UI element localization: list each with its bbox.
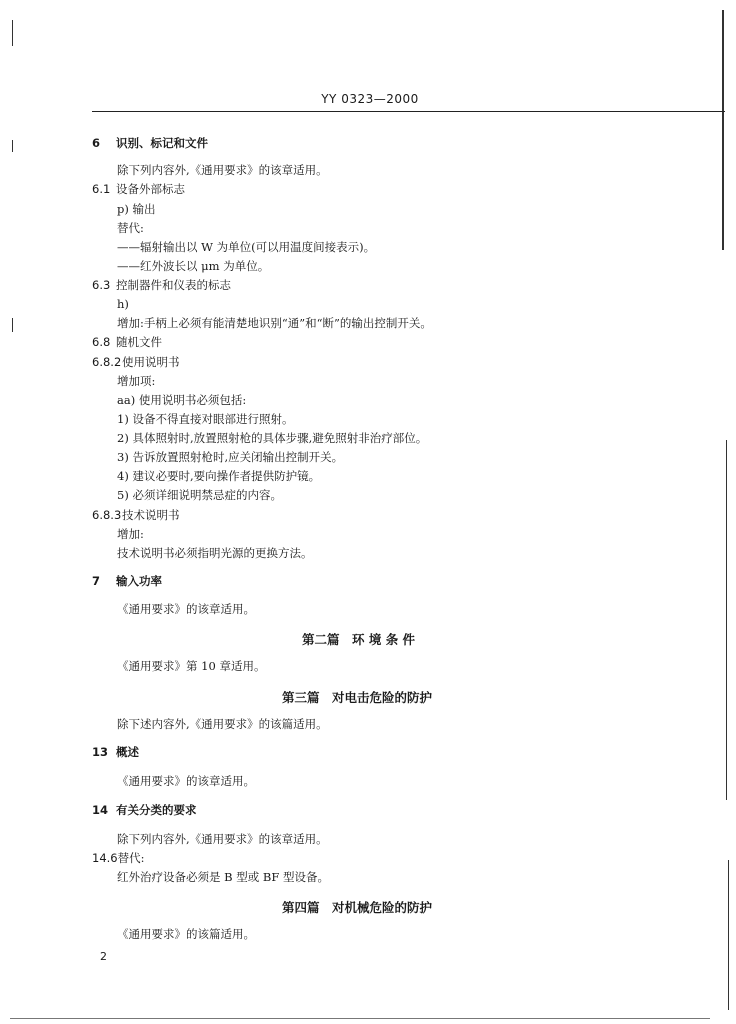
section-number: 6.8 bbox=[92, 335, 111, 349]
scan-edge-right bbox=[722, 10, 724, 250]
section-title: 识别、标记和文件 bbox=[116, 136, 208, 150]
section-title: 控制器件和仪表的标志 bbox=[116, 278, 231, 292]
scan-edge-left-3 bbox=[12, 318, 13, 332]
section-6-heading bbox=[92, 136, 208, 150]
section-title: 技术说明书 bbox=[122, 508, 180, 522]
section-6-8-3-text: 技术说明书必须指明光源的更换方法。 bbox=[117, 546, 313, 560]
section-14-text: 除下列内容外,《通用要求》的该章适用。 bbox=[117, 832, 328, 846]
section-title: 替代: bbox=[117, 851, 145, 865]
section-title: 输入功率 bbox=[116, 574, 162, 588]
section-7-text: 《通用要求》的该章适用。 bbox=[117, 602, 255, 616]
section-6-3-item: h) bbox=[117, 297, 129, 311]
part-2-text: 《通用要求》第 10 章适用。 bbox=[117, 659, 266, 673]
list-item: 2) 具体照射时,放置照射枪的具体步骤,避免照射非治疗部位。 bbox=[117, 431, 428, 445]
part-2-title: 第二篇 环 境 条 件 bbox=[302, 632, 416, 647]
list-item: 3) 告诉放置照射枪时,应关闭输出控制开关。 bbox=[117, 450, 344, 464]
list-item: 5) 必须详细说明禁忌症的内容。 bbox=[117, 488, 282, 502]
section-6-1-item: p) 输出 bbox=[117, 202, 156, 216]
section-6-8-2-heading bbox=[92, 355, 180, 369]
section-number: 7 bbox=[92, 574, 101, 588]
section-number: 6.8.2 bbox=[92, 355, 122, 369]
section-number: 6.1 bbox=[92, 182, 111, 196]
scan-edge-right-3 bbox=[728, 860, 729, 1010]
section-number: 14 bbox=[92, 803, 109, 817]
scan-edge-bottom bbox=[10, 1018, 710, 1019]
section-number: 13 bbox=[92, 745, 109, 759]
part-4-text: 《通用要求》的该篇适用。 bbox=[117, 927, 255, 941]
section-6-8-3-add: 增加: bbox=[117, 527, 144, 541]
section-14-heading bbox=[92, 803, 197, 817]
section-title: 有关分类的要求 bbox=[116, 803, 197, 817]
section-title: 概述 bbox=[116, 745, 139, 759]
section-6-3-add: 增加:手柄上必须有能清楚地识别“通”和“断”的输出控制开关。 bbox=[117, 316, 432, 330]
list-item: 4) 建议必要时,要向操作者提供防护镜。 bbox=[117, 469, 321, 483]
section-6-3-heading bbox=[92, 278, 231, 292]
section-title: 设备外部标志 bbox=[116, 182, 185, 196]
part-4-title: 第四篇 对机械危险的防护 bbox=[282, 900, 433, 915]
scan-edge-left bbox=[12, 20, 13, 46]
section-6-1-dash-2: ——红外波长以 μm 为单位。 bbox=[117, 259, 270, 273]
section-number: 6 bbox=[92, 136, 101, 150]
page-number: 2 bbox=[100, 950, 107, 963]
section-6-text: 除下列内容外,《通用要求》的该章适用。 bbox=[117, 163, 328, 177]
section-title: 使用说明书 bbox=[122, 355, 180, 369]
section-14-6-heading bbox=[92, 851, 144, 865]
section-number: 6.8.3 bbox=[92, 508, 122, 522]
scan-edge-left-2 bbox=[12, 140, 13, 152]
section-7-heading bbox=[92, 574, 162, 588]
section-6-1-dash-1: ——辐射输出以 W 为单位(可以用温度间接表示)。 bbox=[117, 240, 376, 254]
list-item: 1) 设备不得直接对眼部进行照射。 bbox=[117, 412, 294, 426]
standard-code: YY 0323—2000 bbox=[321, 92, 419, 106]
section-title: 随机文件 bbox=[116, 335, 162, 349]
section-6-1-heading bbox=[92, 182, 185, 196]
section-13-heading bbox=[92, 745, 139, 759]
header-rule bbox=[92, 111, 725, 112]
part-3-title: 第三篇 对电击危险的防护 bbox=[282, 690, 433, 705]
section-6-8-2-aa: aa) 使用说明书必须包括: bbox=[117, 393, 247, 407]
part-3-text: 除下述内容外,《通用要求》的该篇适用。 bbox=[117, 717, 328, 731]
section-6-8-3-heading bbox=[92, 508, 180, 522]
section-number: 14.6 bbox=[92, 851, 118, 865]
section-6-8-2-add: 增加项: bbox=[117, 374, 156, 388]
section-6-8-heading bbox=[92, 335, 162, 349]
section-number: 6.3 bbox=[92, 278, 111, 292]
section-6-1-replace: 替代: bbox=[117, 221, 144, 235]
section-14-6-text: 红外治疗设备必须是 B 型或 BF 型设备。 bbox=[117, 870, 330, 884]
scan-edge-right-2 bbox=[726, 440, 727, 800]
section-13-text: 《通用要求》的该章适用。 bbox=[117, 774, 255, 788]
